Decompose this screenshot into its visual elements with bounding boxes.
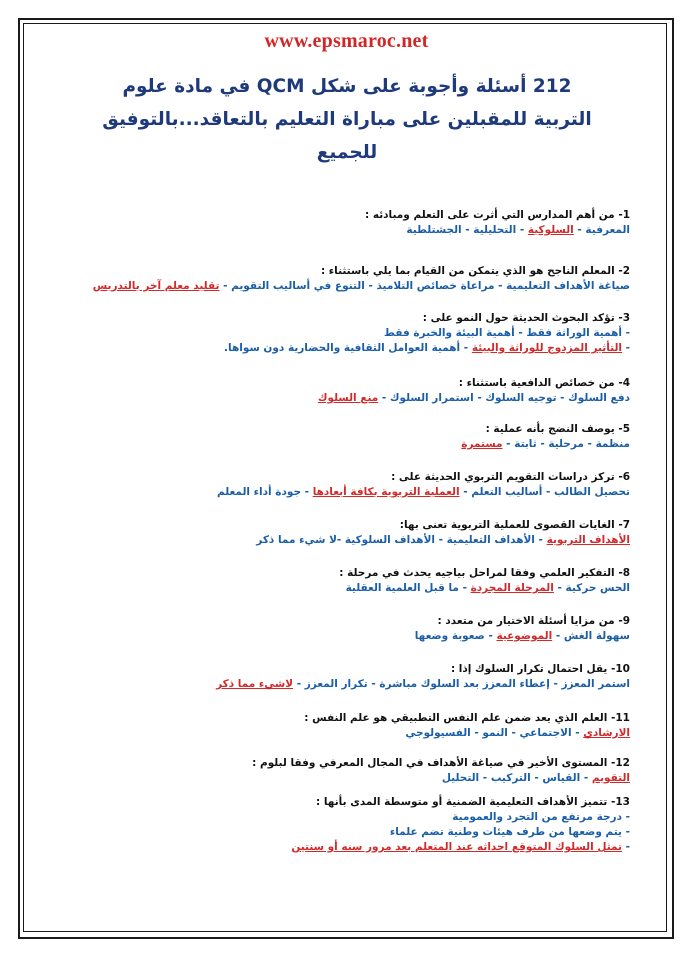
answer-line [110,840,630,855]
answer-option: - القياس - التركيب - التحليل [441,772,592,784]
question-item [110,376,630,406]
answer-line [110,726,630,741]
answer-line [110,533,630,548]
answer-option: سهولة الغش [563,630,630,642]
correct-answer: تمثل السلوك المتوقع احداثه عند المتعلم بعد مرور سنه أو سنتين [291,841,622,853]
question-item [110,566,630,596]
answer-line [110,437,630,452]
answer-separator: - [516,224,528,236]
question-text: 4- من خصائص الدافعية باستثناء : [458,377,630,389]
answer-separator: - [219,280,232,292]
answer-option: - أهمية الوراثة فقط - أهمية البيئة والخبرة فقط [384,327,630,339]
question-item [110,208,630,238]
correct-answer: الارشادي [583,727,630,739]
correct-answer: العملية التربوية بكافة أبعادها [312,486,460,498]
question-item [110,662,630,692]
answer-option: المعرفية [585,224,630,236]
answer-line [110,485,630,500]
correct-answer: مستمرة [461,438,503,450]
answer-line [110,223,630,238]
question-text: 13- تتميز الأهداف التعليمية الضمنية أو متوسطة المدى بأنها : [315,796,630,808]
question-item [110,795,630,855]
correct-answer: تقليد معلم آخر بالتدريس [92,280,220,292]
question-item [110,756,630,786]
answer-option: - يتم وضعها من طرف هيئات وطنية تضم علماء [389,826,630,838]
question-text: 10- يقل احتمال تكرار السلوك إذا : [450,663,630,675]
correct-answer: السلوكية [527,224,574,236]
answer-line [110,341,630,356]
question-item [110,518,630,548]
title-line: للجميع [316,142,378,163]
answer-line [110,677,630,692]
correct-answer: الأهداف التربوية [546,534,630,546]
answer-option: الحس حركية [565,582,630,594]
answer-option: منظمة - مرحلية - ثابتة [514,438,630,450]
answer-option: دفع السلوك - توجيه السلوك - استمرار السلوك [389,392,630,404]
answer-line [92,279,630,294]
question-text: 7- الغايات القصوى للعملية التربوية تعنى بها: [399,519,630,531]
answer-line [110,771,630,786]
website-url[interactable]: www.epsmaroc.net [264,30,429,52]
question-item [110,422,630,452]
question-item [110,614,630,644]
question-text: 1- من أهم المدارس التي أثرت على التعلم ومبادئه : [365,209,630,221]
answer-separator: - [502,438,515,450]
answer-line [110,326,630,341]
answer-option: - الاجتماعي - النمو - الفسيولوجي [405,727,584,739]
question-text: 3- تؤكد البحوث الحديثة حول النمو على : [422,312,630,324]
correct-answer: التأثير المزدوج للوراثة والبيئة [471,342,622,354]
question-text: 12- المستوى الأخير في صياغة الأهداف في المجال المعرفي وفقا لبلوم : [252,757,630,769]
answer-option: - ما قبل العلمية العقلية [345,582,471,594]
answer-separator: - [553,582,566,594]
answer-option: استمر المعزز - إعطاء المعزز بعد السلوك مباشرة - تكرار المعزز [304,678,630,690]
correct-answer: المرحلة المجردة [470,582,554,594]
answer-line [110,825,630,840]
question-text: 9- من مزايا أسئلة الاختيار من متعدد : [437,615,630,627]
answer-option: - أهمية العوامل الثقافية والحضارية دون سواها. [224,342,472,354]
answer-separator: - [293,678,305,690]
question-text: 11- العلم الذي يعد ضمن علم النفس التطبيقي هو علم النفس : [304,712,630,724]
question-text: 5- يوصف النضج بأنه عملية : [485,423,630,435]
question-item [110,470,630,500]
question-text: 8- التفكير العلمي وفقا لمراحل بياجيه يحدث في مرحلة : [339,567,630,579]
document-title [84,70,610,169]
answer-line [110,810,630,825]
correct-answer: لاشيء مما ذكر [216,678,294,690]
answer-option: - درجة مرتفع من التجرد والعمومية [452,811,630,823]
correct-answer: الموضوعية [496,630,553,642]
answer-separator: - [459,486,472,498]
answer-line [110,629,630,644]
answer-separator: - [621,841,630,853]
title-line: التربية للمقبلين على مباراة التعليم بالتعاقد...بالتوفيق [102,109,592,130]
answer-option: - صعوبة وضعها [414,630,497,642]
answer-option: - الأهداف التعليمية - الأهداف السلوكية -لا شيء مما ذكر [256,534,547,546]
answer-separator: - [461,224,474,236]
answer-line [110,391,630,406]
answer-separator: - [552,630,564,642]
question-text: 6- تركز دراسات التقويم التربوي الحديثة على : [391,471,630,483]
question-item [110,311,630,356]
correct-answer: التقويم [591,772,630,784]
answer-separator: - [378,392,390,404]
answer-separator: - [573,224,586,236]
correct-answer: منع السلوك [317,392,379,404]
answer-option: الجشتلطية [406,224,462,236]
answer-option: التحليلية [473,224,517,236]
answer-line [110,581,630,596]
answer-option: - جودة أداء المعلم [216,486,313,498]
title-line: 212 أسئلة وأجوبة على شكل QCM في مادة علوم [122,76,572,97]
answer-separator: - [621,342,630,354]
answer-option: تحصيل الطالب - أساليب التعلم [471,486,630,498]
answer-option: صياغة الأهداف التعليمية - مراعاة خصائص التلاميذ - التنوع في أساليب التقويم [231,280,630,292]
question-item [92,264,630,294]
question-item [110,711,630,741]
question-text: 2- المعلم الناجح هو الذي يتمكن من القيام بما يلي باستثناء : [320,265,630,277]
